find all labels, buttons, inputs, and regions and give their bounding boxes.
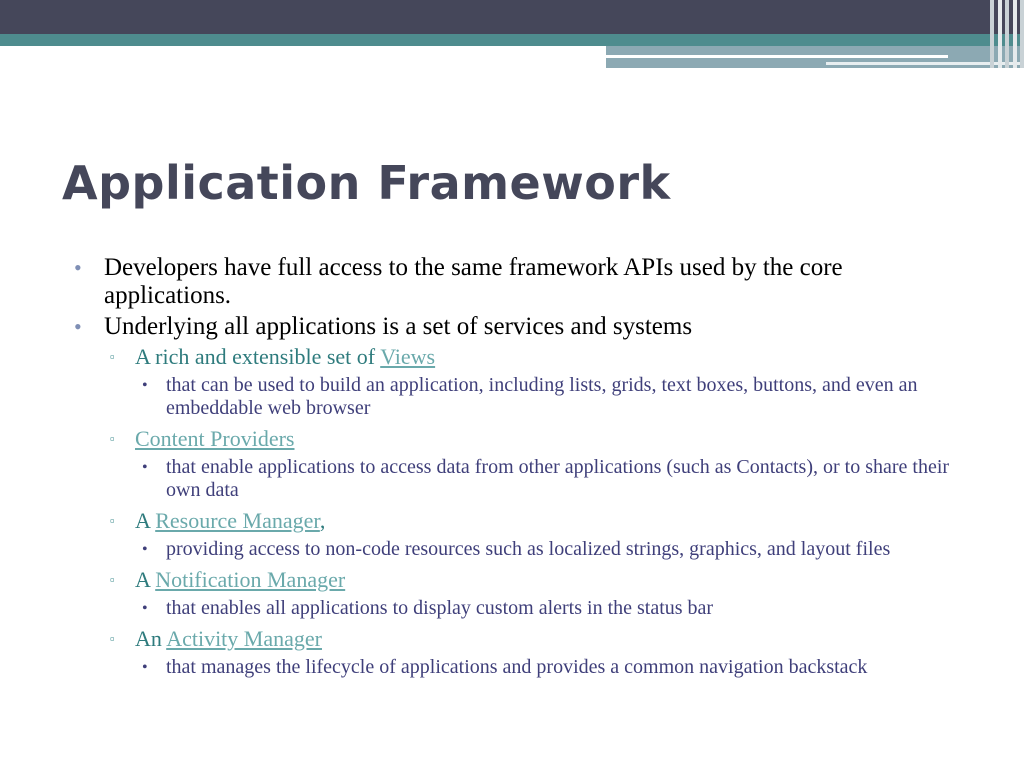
- dot-bullet-icon: •: [142, 459, 148, 476]
- service-item: [0, 626, 1024, 652]
- bullet-text: Developers have full access to the same framework APIs used by the core applications.: [104, 254, 843, 309]
- views-link[interactable]: Views: [380, 344, 436, 369]
- slide-title: Application Framework: [62, 156, 671, 210]
- service-detail: [0, 456, 1024, 502]
- service-prefix: An: [135, 626, 167, 651]
- service-item: [0, 426, 1024, 452]
- detail-text: providing access to non-code resources such as localized strings, graphics, and layout files: [166, 538, 891, 560]
- service-prefix: A rich and extensible set of: [135, 344, 381, 369]
- detail-text: that can be used to build an application, including lists, grids, text boxes, buttons, and even an embeddable web browser: [166, 374, 918, 419]
- service-item: [0, 508, 1024, 534]
- square-bullet-icon: ▫: [110, 631, 115, 646]
- service-prefix: A: [135, 508, 156, 533]
- bullet-text: Underlying all applications is a set of services and systems: [104, 313, 693, 340]
- activity-manager-link[interactable]: Activity Manager: [166, 626, 322, 651]
- dot-bullet-icon: •: [142, 541, 148, 558]
- service-detail: [0, 656, 1024, 679]
- dot-bullet-icon: •: [142, 659, 148, 676]
- bullet-icon: •: [74, 255, 82, 280]
- service-detail: [0, 597, 1024, 620]
- square-bullet-icon: ▫: [110, 349, 115, 364]
- slide-content: [0, 254, 1024, 685]
- detail-text: that enables all applications to display custom alerts in the status bar: [166, 597, 714, 619]
- square-bullet-icon: ▫: [110, 513, 115, 528]
- dot-bullet-icon: •: [142, 377, 148, 394]
- service-item: [0, 344, 1024, 370]
- service-item: [0, 567, 1024, 593]
- detail-text: that manages the lifecycle of applications and provides a common navigation backstack: [166, 656, 868, 678]
- bullet-icon: •: [74, 314, 82, 339]
- square-bullet-icon: ▫: [110, 572, 115, 587]
- service-detail: [0, 538, 1024, 561]
- content-providers-link[interactable]: Content Providers: [135, 426, 295, 451]
- header-band-teal: [0, 34, 1024, 46]
- header-stripes: [990, 0, 1024, 68]
- notification-manager-link[interactable]: Notification Manager: [155, 567, 346, 592]
- header-band-gap: [0, 46, 606, 50]
- service-suffix: ,: [319, 508, 326, 533]
- bullet-item: [0, 254, 1024, 310]
- header-band-line: [606, 55, 948, 58]
- header-band-dark: [0, 0, 1024, 34]
- square-bullet-icon: ▫: [110, 431, 115, 446]
- resource-manager-link[interactable]: Resource Manager: [155, 508, 320, 533]
- dot-bullet-icon: •: [142, 600, 148, 617]
- bullet-item: [0, 313, 1024, 341]
- detail-text: that enable applications to access data from other applications (such as Contacts), or to share their own data: [166, 456, 950, 501]
- service-detail: [0, 374, 1024, 420]
- service-prefix: A: [135, 567, 156, 592]
